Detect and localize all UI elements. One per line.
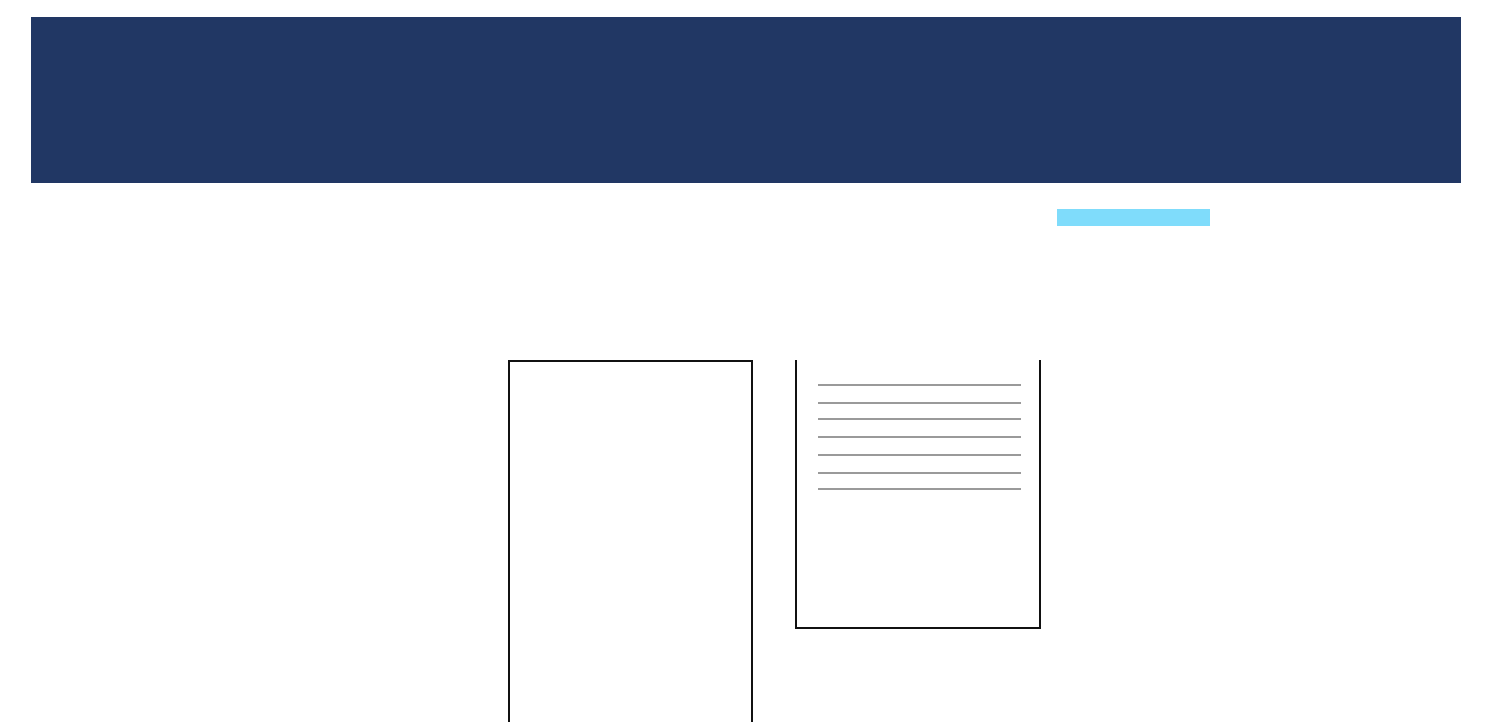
blank-line [818,472,1021,490]
last-day-note-2 [818,420,1021,438]
legend-swatch-no-school [970,260,992,277]
approved-badge [1057,209,1210,226]
snow-note [818,368,1021,386]
notes-panel [795,360,1041,629]
legend-swatch-semester [970,243,992,260]
clay-schools-logo [546,17,866,183]
events-panel [508,360,753,722]
last-day-note-3 [818,438,1021,456]
header-banner [31,17,1461,183]
legend-swatch-inservice [970,226,992,243]
last-day-note-1 [818,402,1021,420]
